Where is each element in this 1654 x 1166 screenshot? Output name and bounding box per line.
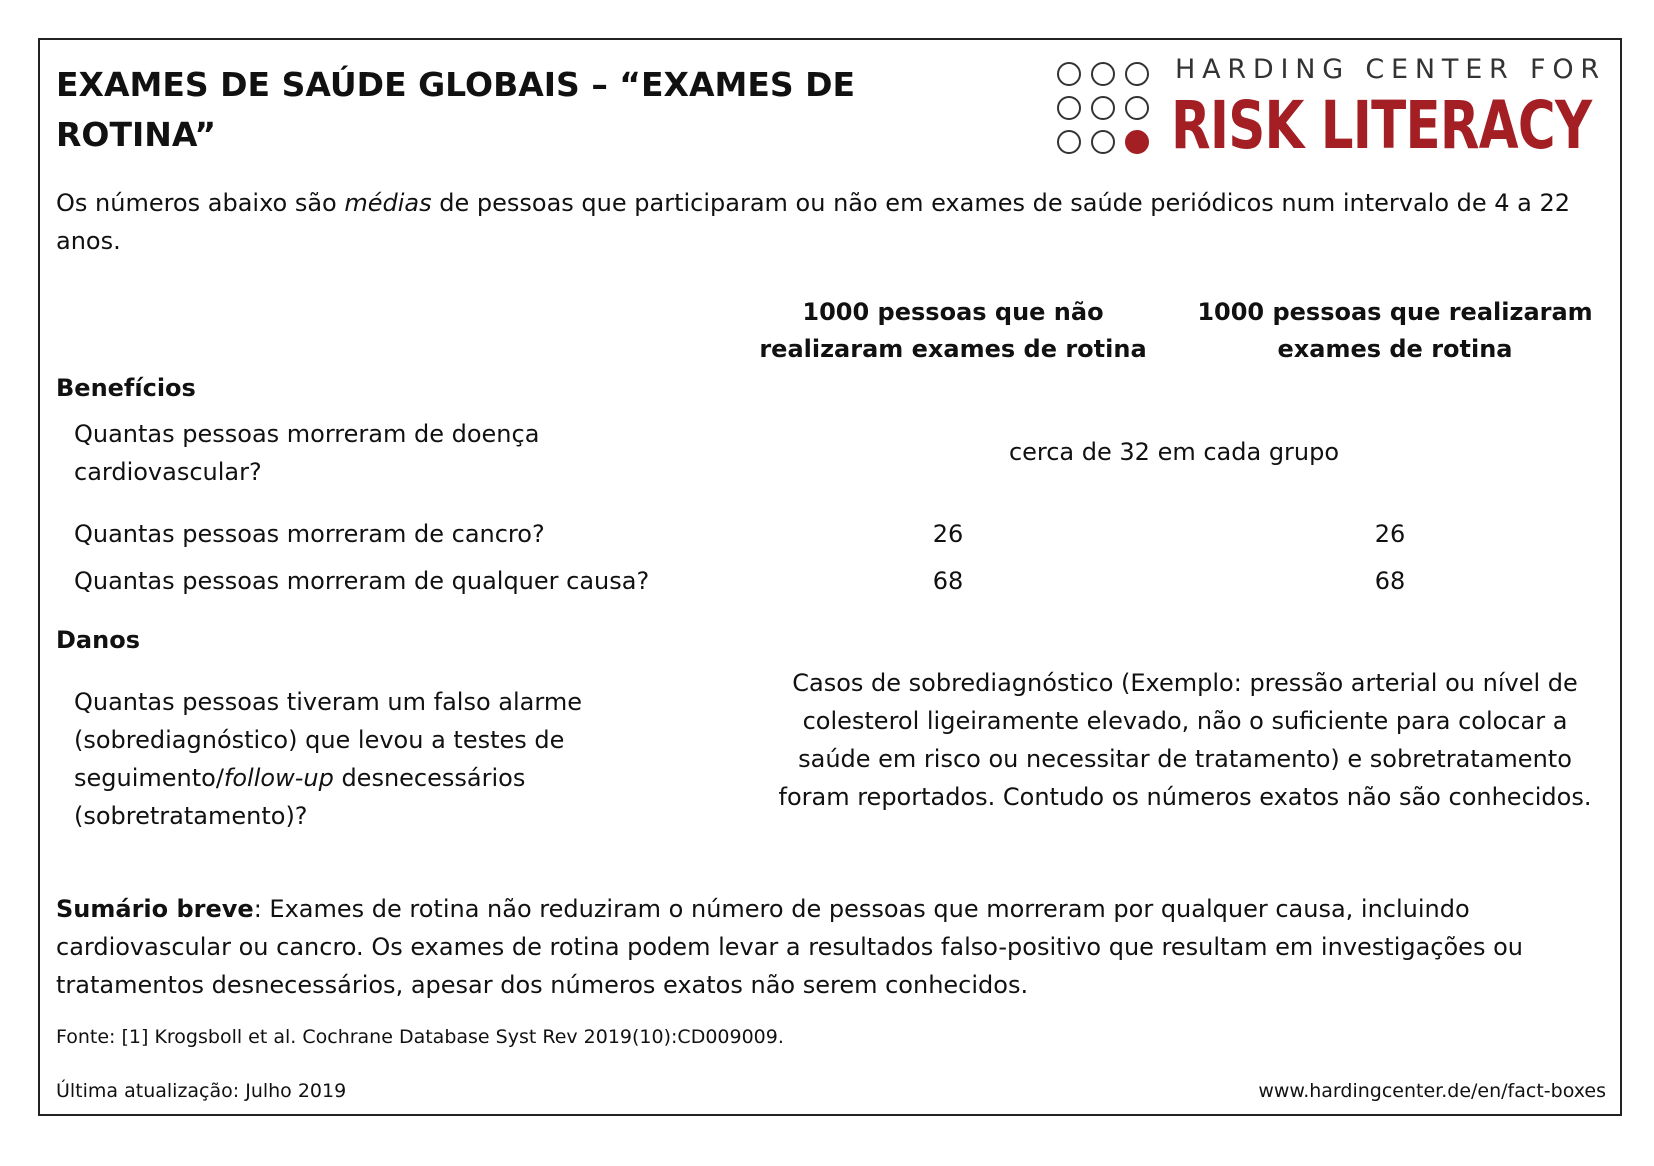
logo-text-top: HARDING CENTER FOR xyxy=(1175,54,1606,85)
question-cardiovascular: Quantas pessoas morreram de doença cardiovascular? xyxy=(74,420,540,486)
summary-label: Sumário breve xyxy=(56,895,254,923)
website-url: www.hardingcenter.de/en/fact-boxes xyxy=(1258,1080,1606,1102)
logo-circle-icon xyxy=(1091,62,1115,86)
intro-emphasis: médias xyxy=(344,189,432,217)
column-header-with-checkups: 1000 pessoas que realizaram exames de rotina xyxy=(1197,298,1593,363)
section-heading-harms: Danos xyxy=(56,626,140,654)
question-cancer: Quantas pessoas morreram de cancro? xyxy=(74,520,545,548)
logo-text-main: RISK LITERACY xyxy=(1171,87,1592,164)
logo-circle-icon xyxy=(1125,62,1149,86)
question-text-part: desnecessários (sobretratamento)? xyxy=(74,764,526,830)
question-any-cause: Quantas pessoas morreram de qualquer causa? xyxy=(74,567,650,595)
value-any-cause-with: 68 xyxy=(1374,567,1406,595)
logo-circle-icon xyxy=(1125,96,1149,120)
question-false-alarm xyxy=(74,683,694,835)
page-title: EXAMES DE SAÚDE GLOBAIS – “EXAMES DE ROTINA” xyxy=(56,65,856,154)
question-emphasis: follow-up xyxy=(223,764,334,792)
summary-text: : Exames de rotina não reduziram o número de pessoas que morreram por qualquer causa, incluindo cardiovascular ou cancro. Os exames de rotina podem levar a resultados falso-positivo que resultam em investigações ou tratamentos desnecessários, apesar dos números exatos não serem conhecidos. xyxy=(56,895,1523,999)
value-cancer-without: 26 xyxy=(932,520,964,548)
harding-center-logo xyxy=(1057,54,1607,164)
logo-circle-icon xyxy=(1091,96,1115,120)
value-cancer-with: 26 xyxy=(1374,520,1406,548)
answer-cardiovascular-both-groups: cerca de 32 em cada grupo xyxy=(1008,438,1340,466)
value-any-cause-without: 68 xyxy=(932,567,964,595)
fact-box xyxy=(38,38,1622,1116)
section-heading-benefits: Benefícios xyxy=(56,374,196,402)
logo-circle-icon xyxy=(1057,62,1081,86)
last-updated: Última atualização: Julho 2019 xyxy=(56,1080,347,1102)
answer-false-alarm: Casos de sobrediagnóstico (Exemplo: pressão arterial ou nível de colesterol ligeiramente elevado, não o suficiente para colocar a saúde em risco ou necessitar de tratamento) e sobretratamento foram reportados. Contudo os números exatos não são conhecidos. xyxy=(778,669,1592,811)
intro-text-part: de pessoas que participaram ou não em exames de saúde periódicos num intervalo de 4 a 22 anos. xyxy=(56,189,1571,255)
brief-summary xyxy=(56,890,1616,1004)
logo-filled-circle-icon xyxy=(1125,130,1149,154)
source-citation: Fonte: [1] Krogsboll et al. Cochrane Database Syst Rev 2019(10):CD009009. xyxy=(56,1026,784,1048)
intro-text-part: Os números abaixo são xyxy=(56,189,345,217)
question-text-part: Quantas pessoas tiveram um falso alarme (sobrediagnóstico) que levou a testes de seguimento/ xyxy=(74,688,582,792)
logo-circle-icon xyxy=(1057,130,1081,154)
logo-circle-icon xyxy=(1091,130,1115,154)
logo-circle-icon xyxy=(1057,96,1081,120)
intro-text xyxy=(56,184,1611,260)
column-header-without-checkups: 1000 pessoas que não realizaram exames de rotina xyxy=(759,298,1147,363)
